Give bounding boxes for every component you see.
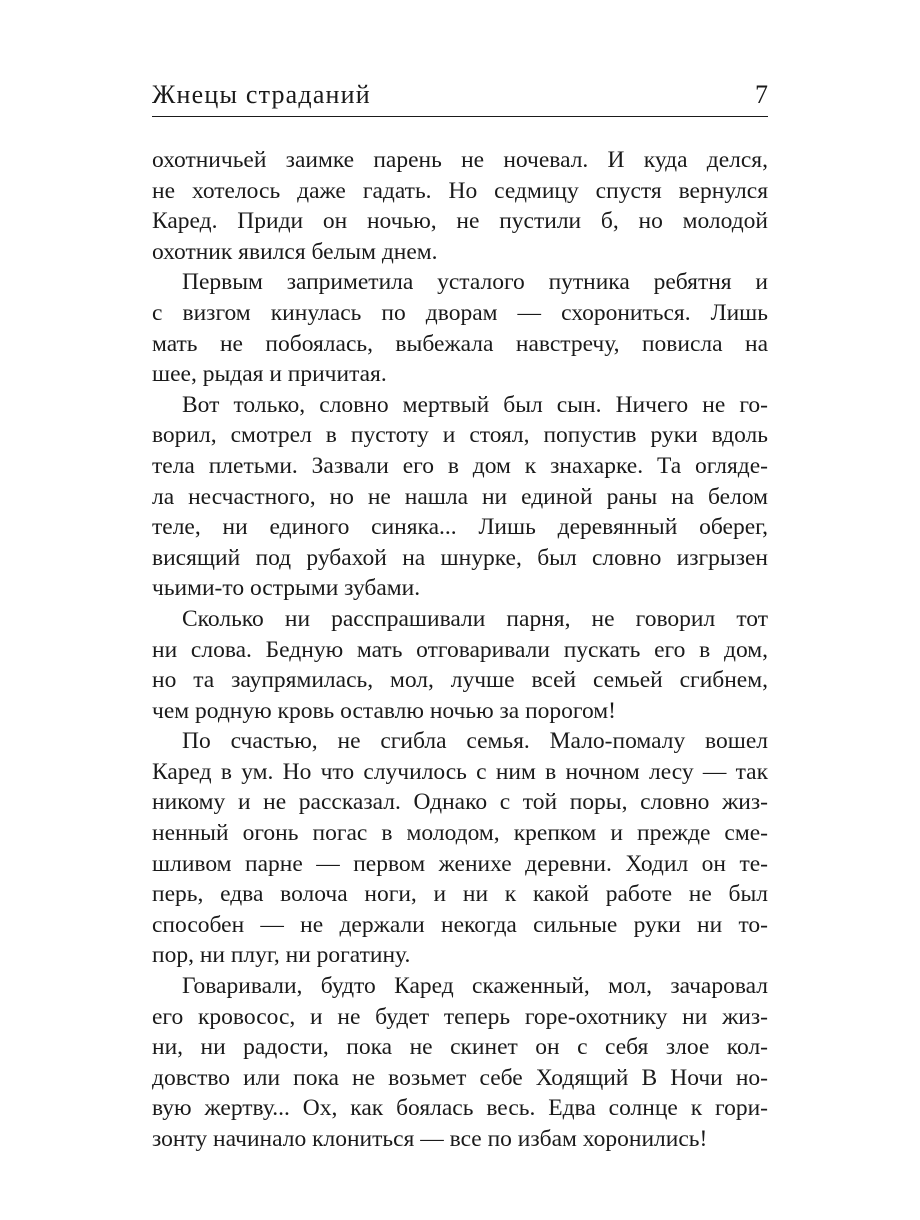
running-title: Жнецы страданий [152,80,371,109]
paragraph [152,390,768,604]
paragraph [152,267,768,389]
text-line: ворил, смотрел в пустоту и стоял, попустив руки вдоль [152,422,768,449]
text-line: его кровосос, и не будет теперь горе-охотнику ни жиз- [152,1003,768,1030]
text-line: Вот только, словно мертвый был сын. Ничего не го- [182,391,768,418]
text-line: Говаривали, будто Каред скаженный, мол, зачаровал [182,973,768,1000]
text-line: вую жертву... Ох, как боялась весь. Едва солнце к гори- [152,1095,768,1122]
text-line: охотничьей заимке парень не ночевал. И куда делся, [152,147,768,173]
text-line: ни, ни радости, пока не скинет он с себя злое кол- [152,1034,768,1061]
text-line: зонту начинало клониться — все по избам хоронились! [152,1126,708,1152]
text-line: никому и не рассказал. Однако с той поры, словно жиз- [152,789,768,816]
paragraph [152,145,768,267]
paragraph [152,726,768,971]
text-line: довство или пока не возьмет себе Ходящий В Ночи но- [152,1064,768,1091]
paragraph [152,971,768,1155]
body-text [152,145,768,1155]
text-line: шее, рыдая и причитая. [152,361,387,388]
text-line: но та заупрямилась, мол, лучше всей семьей сгибнем, [152,667,768,694]
text-line: теле, ни единого синяка... Лишь деревянный оберег, [152,514,768,541]
text-line: тела плетьми. Зазвали его в дом к знахарке. Та огляде- [152,452,768,479]
text-line: Сколько ни расспрашивали парня, не говорил тот [182,605,768,632]
text-line: ла несчастного, но не нашла ни единой раны на белом [152,483,768,510]
text-line: способен — не держали некогда сильные руки ни то- [152,911,768,938]
text-line: с визгом кинулась по дворам — схорониться. Лишь [152,299,768,326]
text-line: ненный огонь погас в молодом, крепком и прежде сме- [152,820,768,847]
text-line: охотник явился белым днем. [152,238,438,265]
text-line: шливом парне — первом женихе деревни. Ходил он те- [152,850,768,877]
page-header [152,78,768,118]
text-line: ни слова. Бедную мать отговаривали пускать его в дом, [152,636,768,663]
text-line: мать не побоялась, выбежала навстречу, повисла на [152,330,768,357]
text-line: Первым заприметила усталого путника ребятня и [182,269,768,296]
text-line: висящий под рубахой на шнурке, был словно изгрызен [152,544,768,571]
paragraph [152,604,768,726]
text-line: Каред в ум. Но что случилось с ним в ночном лесу — так [152,758,768,785]
text-line: перь, едва волоча ноги, и ни к какой работе не был [152,881,768,908]
header-rule [152,116,768,117]
text-line: чем родную кровь оставлю ночью за порогом! [152,697,616,724]
text-line: пор, ни плуг, ни рогатину. [152,942,411,969]
text-line: Каред. Приди он ночью, не пустили б, но молодой [152,208,768,235]
text-line: чьими-то острыми зубами. [152,575,421,602]
page-number: 7 [755,80,768,109]
text-line: не хотелось даже гадать. Но седмицу спустя вернулся [152,177,768,204]
text-line: По счастью, не сгибла семья. Мало-помалу вошел [182,728,768,755]
